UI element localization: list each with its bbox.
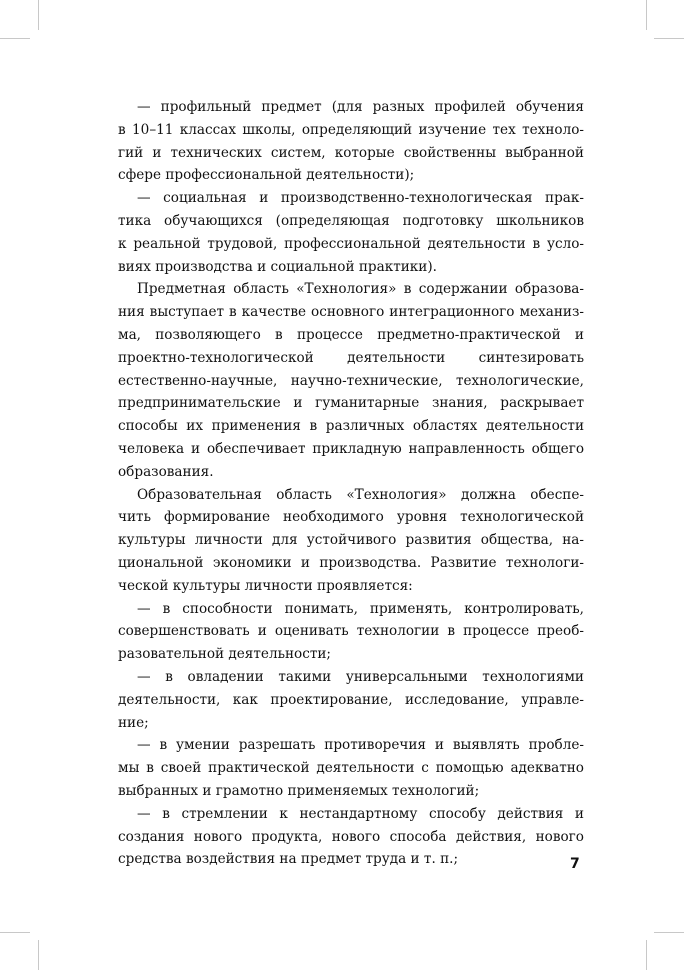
text-line: — в стремлении к нестандартному способу действия и: [137, 805, 584, 822]
text-line: — в овладении такими универсальными технологиями: [137, 668, 584, 685]
text-line: чить формирование необходимого уровня технологической: [118, 509, 584, 526]
text-line: в 10–11 классах школы, определяющий изучение тех техноло-: [118, 121, 584, 138]
text-line: ма, позволяющего в процессе предметно-практической и: [118, 326, 584, 343]
text-line: разовательной деятельности;: [118, 646, 331, 663]
crop-mark-left-lower: [0, 932, 30, 933]
text-line: предпринимательские и гуманитарные знания, раскрывает: [118, 395, 584, 412]
text-line: средства воздействия на предмет труда и т. п.;: [118, 851, 459, 868]
text-line: совершенствовать и оценивать технологии в процессе преоб-: [118, 623, 584, 640]
text-line: к реальной трудовой, профессиональной деятельности в усло-: [118, 235, 584, 252]
text-line: гий и технических систем, которые свойственны выбранной: [118, 144, 584, 161]
text-line: ния выступает в качестве основного интеграционного механиз-: [118, 304, 584, 321]
text-line: сфере профессиональной деятельности);: [118, 167, 415, 184]
text-line: выбранных и грамотно применяемых технологий;: [118, 782, 480, 799]
text-line: циональной экономики и производства. Развитие технологи-: [118, 554, 584, 571]
crop-mark-right-upper: [654, 38, 684, 39]
body-text: [118, 96, 584, 871]
text-line: — социальная и производственно-технологическая прак-: [137, 190, 584, 207]
text-line: Предметная область «Технология» в содержании образова-: [137, 281, 584, 298]
text-line: естественно-научные, научно-технические, технологические,: [118, 372, 584, 389]
text-line: образования.: [118, 463, 214, 480]
text-line: мы в своей практической деятельности с помощью адекватно: [118, 760, 584, 777]
text-line: создания нового продукта, нового способа действия, нового: [118, 828, 584, 845]
crop-mark-top-right: [646, 0, 647, 30]
crop-mark-top-left: [38, 0, 39, 30]
text-line: — профильный предмет (для разных профилей обучения: [137, 99, 584, 115]
text-line: Образовательная область «Технология» должна обеспе-: [137, 486, 584, 503]
page-number: 7: [570, 856, 580, 872]
text-line: виях производства и социальной практики).: [118, 258, 437, 275]
text-line: способы их применения в различных областях деятельности: [118, 418, 584, 435]
crop-mark-bottom-right: [646, 940, 647, 970]
text-line: деятельности, как проектирование, исследование, управле-: [118, 691, 584, 708]
crop-mark-bottom-left: [38, 940, 39, 970]
text-line: ние;: [118, 714, 149, 731]
text-line: — в способности понимать, применять, контролировать,: [137, 600, 584, 617]
text-line: проектно-технологической деятельности синтезировать: [118, 349, 584, 366]
text-line: культуры личности для устойчивого развития общества, на-: [118, 532, 584, 549]
text-line: ческой культуры личности проявляется:: [118, 577, 413, 594]
text-line: тика обучающихся (определяющая подготовку школьников: [118, 212, 584, 229]
crop-mark-right-lower: [654, 932, 684, 933]
crop-mark-left-upper: [0, 38, 30, 39]
text-line: — в умении разрешать противоречия и выявлять пробле-: [137, 737, 584, 754]
text-line: человека и обеспечивает прикладную направленность общего: [118, 440, 584, 457]
